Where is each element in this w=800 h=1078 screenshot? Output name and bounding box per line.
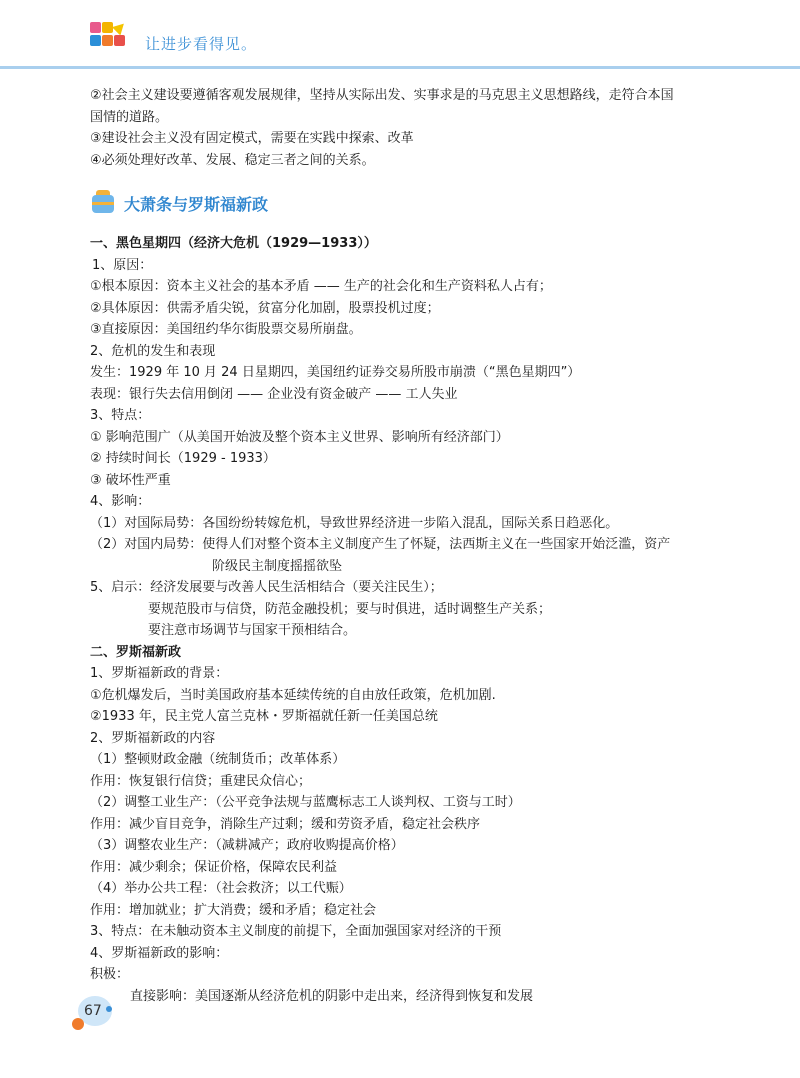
text-line: 要规范股市与信贷，防范金融投机；要与时俱进，适时调整生产关系；: [148, 601, 552, 617]
backpack-icon: [90, 189, 116, 215]
header-divider: [0, 66, 800, 69]
text-line: 4、影响：: [90, 494, 151, 509]
intro-line: ③建设社会主义没有固定模式，需要在实践中探索、改革: [90, 131, 414, 146]
part1-lines: [90, 255, 730, 642]
section-heading: [90, 185, 730, 225]
intro-line: 国情的道路。: [90, 109, 169, 125]
text-line: ② 持续时间长（1929 - 1933）: [90, 451, 276, 466]
part1-heading: 一、黑色星期四（经济大危机（1929—1933））: [90, 236, 377, 251]
header-slogan: 让进步看得见。: [145, 35, 258, 53]
page-header: [0, 0, 800, 70]
text-line: ①危机爆发后，当时美国政府基本延续传统的自由放任政策，危机加剧.: [90, 687, 496, 703]
text-line: ②1933 年，民主党人富兰克林・罗斯福就任新一任美国总统: [90, 709, 438, 724]
page-number: 67: [84, 1003, 102, 1019]
text-line: 作用：减少盲目竞争，消除生产过剩；缓和劳资矛盾，稳定社会秩序: [90, 816, 481, 832]
text-line: 3、特点：: [90, 408, 151, 423]
text-line: 作用：恢复银行信贷；重建民众信心；: [90, 773, 312, 789]
text-line: 直接影响：美国逐渐从经济危机的阴影中走出来，经济得到恢复和发展: [130, 988, 534, 1004]
page-number-badge: [78, 996, 114, 1026]
text-line: 表现：银行失去信用倒闭 —— 企业没有资金破产 —— 工人失业: [90, 386, 458, 402]
text-line: （4）举办公共工程：（社会救济；以工代赈）: [90, 881, 352, 896]
text-line: （1）对国际局势：各国纷纷转嫁危机，导致世界经济进一步陷入混乱，国际关系日趋恶化。: [90, 515, 619, 531]
text-line: ①根本原因：资本主义社会的基本矛盾 —— 生产的社会化和生产资料私人占有；: [90, 279, 552, 294]
text-line: 3、特点：在未触动资本主义制度的前提下，全面加强国家对经济的干预: [90, 924, 502, 939]
text-line: （2）调整工业生产：（公平竞争法规与蓝鹰标志工人谈判权、工资与工时）: [90, 795, 521, 810]
part2-heading: 二、罗斯福新政: [90, 644, 182, 660]
text-line: ②具体原因：供需矛盾尖锐，贫富分化加剧，股票投机过度；: [90, 300, 440, 316]
intro-block: [90, 85, 730, 171]
part2-lines: [90, 663, 730, 1007]
text-line: （1）整顿财政金融（统制货币；改革体系）: [90, 752, 346, 767]
text-line: 4、罗斯福新政的影响：: [90, 945, 229, 961]
text-line: 阶级民主制度摇摇欲坠: [212, 558, 343, 574]
text-line: ① 影响范围广（从美国开始波及整个资本主义世界、影响所有经济部门）: [90, 429, 509, 445]
brand-logo-icon: [90, 22, 124, 52]
intro-line: ②社会主义建设要遵循客观发展规律，坚持从实际出发、实事求是的马克思主义思想路线，走符合本国: [90, 88, 674, 103]
page-content: [90, 85, 730, 1007]
text-line: 5、启示：经济发展要与改善人民生活相结合（要关注民生）；: [90, 580, 443, 595]
text-line: 1、罗斯福新政的背景：: [90, 666, 229, 681]
text-line: （3）调整农业生产：（减耕减产；政府收购提高价格）: [90, 838, 404, 853]
text-line: 发生：1929 年 10 月 24 日星期四，美国纽约证券交易所股市崩溃（“黑色星期四”）: [90, 365, 581, 380]
text-line: （2）对国内局势：使得人们对整个资本主义制度产生了怀疑，法西斯主义在一些国家开始泛滥，资产: [90, 537, 671, 552]
text-line: 作用：增加就业；扩大消费；缓和矛盾；稳定社会: [90, 902, 377, 918]
part1-block: [90, 233, 730, 1007]
text-line: 2、罗斯福新政的内容: [90, 730, 216, 746]
text-line: 积极：: [90, 967, 130, 982]
text-line: 要注意市场调节与国家干预相结合。: [148, 623, 357, 638]
text-line: 2、危机的发生和表现: [90, 343, 216, 359]
text-line: ③ 破坏性严重: [90, 472, 171, 488]
intro-line: ④必须处理好改革、发展、稳定三者之间的关系。: [90, 152, 375, 168]
text-line: 1、原因：: [92, 257, 153, 273]
text-line: 作用：减少剩余；保证价格，保障农民利益: [90, 859, 338, 875]
section-title: 大萧条与罗斯福新政: [124, 195, 269, 214]
text-line: ③直接原因：美国纽约华尔街股票交易所崩盘。: [90, 322, 362, 337]
